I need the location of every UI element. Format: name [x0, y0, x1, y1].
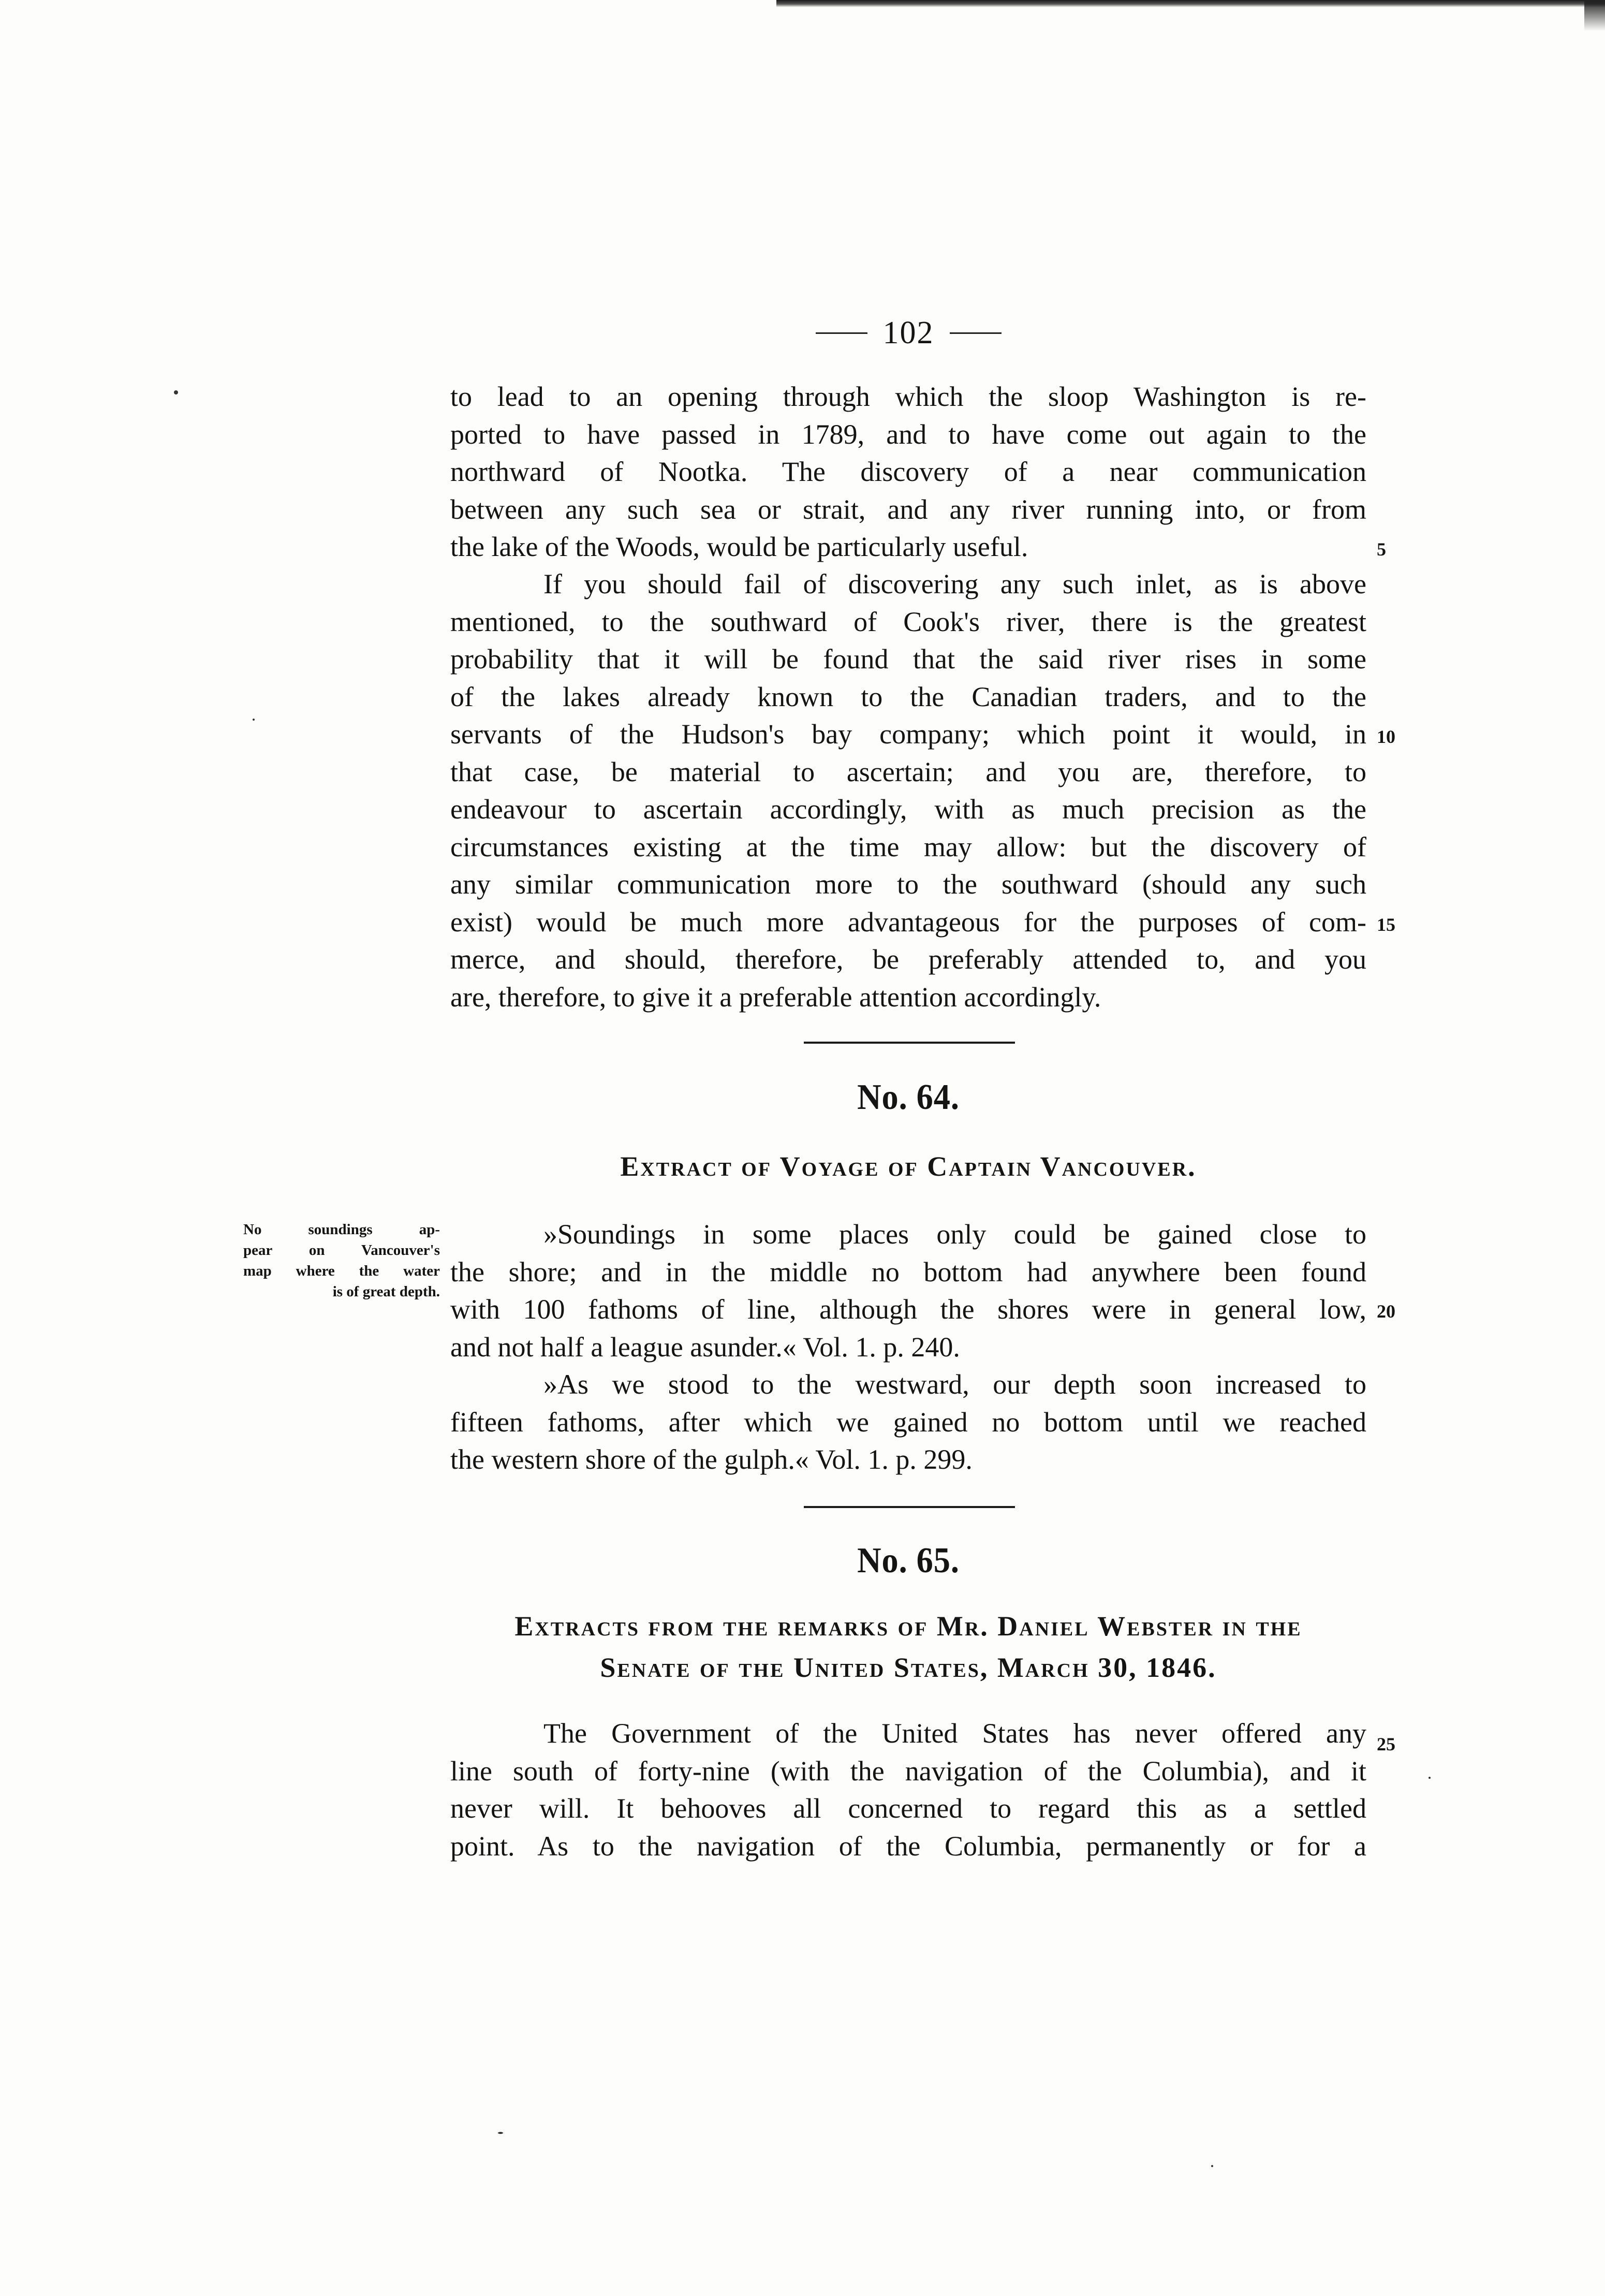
line-number-15: 15 — [1377, 914, 1395, 935]
text-line: of the lakes already known to the Canadian traders, and to the — [450, 681, 1366, 712]
text-line: exist) would be much more advantageous for the purposes of com- — [450, 906, 1366, 938]
text-line: the shore; and in the middle no bottom had anywhere been found — [450, 1256, 1366, 1288]
text-line: »As we stood to the westward, our depth soon increased to — [543, 1369, 1366, 1400]
text-line: with 100 fathoms of line, although the shores were in general low, — [450, 1294, 1366, 1325]
line-number-10: 10 — [1377, 726, 1395, 747]
header-dash-left — [816, 332, 867, 334]
vancouver-quote-2 — [450, 1366, 1366, 1479]
text-line: are, therefore, to give it a preferable attention accordingly. — [450, 981, 1101, 1013]
text-line: fifteen fathoms, after which we gained no bottom until we reached — [450, 1406, 1366, 1438]
page-header — [800, 310, 1017, 356]
section-divider — [804, 1506, 1015, 1508]
scan-speck — [498, 2132, 503, 2134]
text-line: and not half a league asunder.« Vol. 1. p. 240. — [450, 1331, 960, 1363]
text-line: ported to have passed in 1789, and to have come out again to the — [450, 418, 1366, 450]
text-line: merce, and should, therefore, be preferably attended to, and you — [450, 944, 1366, 975]
document-number-64: No. 64. — [857, 1077, 960, 1117]
text-line: endeavour to ascertain accordingly, with as much precision as the — [450, 794, 1366, 825]
section-divider — [804, 1042, 1015, 1044]
document-title-64: Extract of Voyage of Captain Vancouver. — [620, 1151, 1197, 1182]
line-number-5: 5 — [1377, 539, 1386, 560]
scan-edge-shadow — [776, 0, 1605, 7]
text-line: The Government of the United States has never offered any — [543, 1718, 1366, 1749]
document-title-65-line2: Senate of the United States, March 30, 1846. — [600, 1652, 1217, 1683]
text-line: that case, be material to ascertain; and you are, therefore, to — [450, 756, 1366, 787]
line-number-20: 20 — [1377, 1301, 1395, 1322]
scan-speck — [174, 390, 178, 394]
text-line: probability that it will be found that the said river rises in some — [450, 644, 1366, 675]
note-line: is of great depth. — [332, 1283, 440, 1300]
scan-speck — [1429, 1777, 1431, 1779]
document-title-65-line1: Extracts from the remarks of Mr. Daniel Webster in the — [514, 1611, 1302, 1642]
text-line: line south of forty-nine (with the navigation of the Columbia), and it — [450, 1755, 1366, 1787]
text-line: If you should fail of discovering any such inlet, as is above — [543, 568, 1366, 599]
header-dash-right — [950, 332, 1002, 334]
text-line: servants of the Hudson's bay company; which point it would, in — [450, 719, 1366, 750]
note-line: No soundings ap- — [243, 1221, 440, 1238]
text-line: »Soundings in some places only could be gained close to — [543, 1219, 1366, 1250]
text-line: between any such sea or strait, and any river running into, or from — [450, 493, 1366, 525]
instruction-paragraph — [450, 565, 1366, 1016]
text-line: the western shore of the gulph.« Vol. 1. p. 299. — [450, 1444, 973, 1475]
note-line: pear on Vancouver's — [243, 1242, 440, 1259]
text-line: the lake of the Woods, would be particularly useful. — [450, 531, 1028, 562]
scan-speck — [1211, 2165, 1213, 2167]
margin-note — [243, 1219, 440, 1302]
text-line: to lead to an opening through which the sloop Washington is re- — [450, 381, 1366, 412]
text-line: northward of Nootka. The discovery of a near communication — [450, 456, 1366, 487]
text-line: point. As to the navigation of the Columbia, permanently or for a — [450, 1830, 1366, 1862]
continued-paragraph — [450, 378, 1366, 566]
document-number-65: No. 65. — [857, 1541, 960, 1581]
scan-speck — [253, 719, 255, 721]
text-line: never will. It behooves all concerned to regard this as a settled — [450, 1793, 1366, 1824]
scan-corner-shadow — [1584, 0, 1605, 31]
text-line: any similar communication more to the southward (should any such — [450, 869, 1366, 900]
line-number-25: 25 — [1377, 1734, 1395, 1754]
text-line: mentioned, to the southward of Cook's river, there is the greatest — [450, 606, 1366, 637]
vancouver-quote-1 — [450, 1216, 1366, 1366]
page-number: 102 — [882, 315, 934, 350]
webster-remarks — [450, 1715, 1366, 1865]
note-line: map where the water — [243, 1263, 440, 1279]
text-line: circumstances existing at the time may allow: but the discovery of — [450, 831, 1366, 862]
